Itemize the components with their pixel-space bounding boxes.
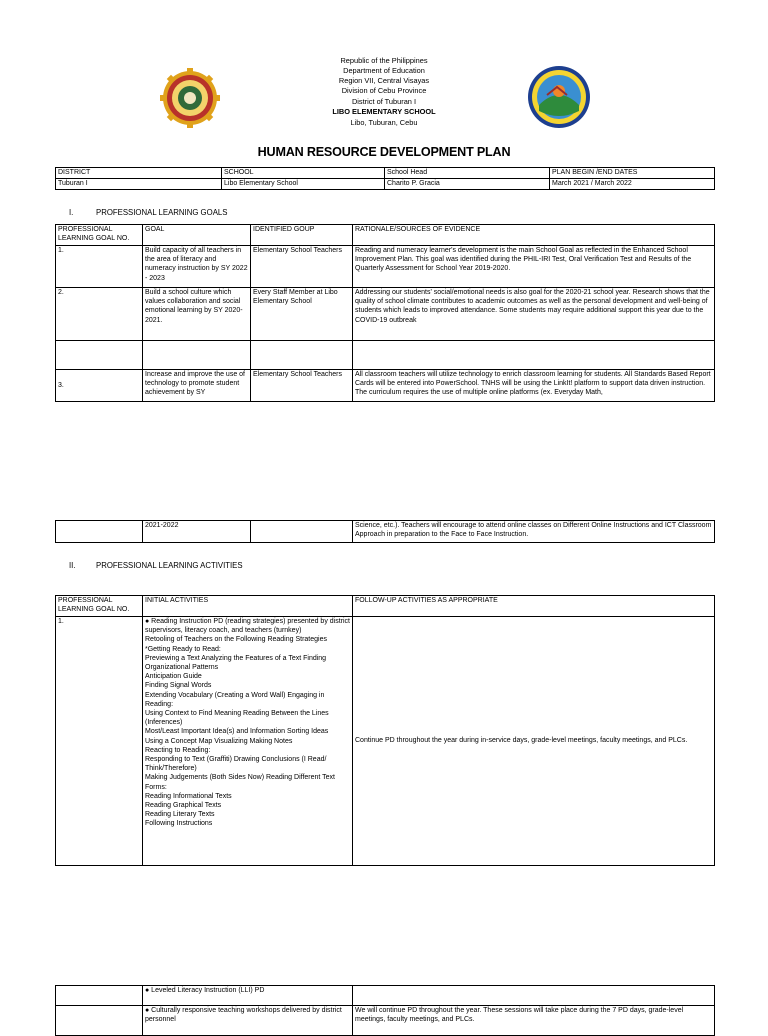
goal-text xyxy=(143,341,251,370)
header-line: Region VII, Central Visayas xyxy=(338,76,430,85)
section-number: II. xyxy=(69,561,76,570)
header-line: Department of Education xyxy=(343,66,425,75)
goal-no: 3. xyxy=(56,370,143,402)
activities-header-followup: FOLLOW-UP ACTIVITIES AS APPROPRIATE xyxy=(353,596,715,617)
info-table xyxy=(55,167,715,190)
table-row xyxy=(56,370,715,402)
goal-no xyxy=(56,341,143,370)
goal-rationale: Reading and numeracy learner's development is the main School Goal as reflected in the Enhanced School Improvement Plan. This goal was identified during the PHIL-IRI Test, Oral Verification Test and Results of the Quarterly Assessment for School Year 2019-2020. xyxy=(353,246,715,288)
goal-group xyxy=(251,341,353,370)
initial-activity-line: Most/Least Important Idea(s) and Information Sorting Ideas xyxy=(145,728,329,736)
goal-text: Build capacity of all teachers in the area of literacy and numeracy instruction by SY 2022 - 2023 xyxy=(143,246,251,288)
followup-activity: We will continue PD throughout the year. These sessions will take place during the 7 PD days, grade-level meetings, faculty meetings, and PLCs. xyxy=(353,1006,715,1036)
initial-activities-list xyxy=(143,617,353,866)
section-title: PROFESSIONAL LEARNING GOALS xyxy=(96,208,228,217)
info-value-district: Tuburan I xyxy=(56,179,222,190)
goals-table-continued xyxy=(55,520,715,543)
initial-activity-line: Using Context to Find Meaning Reading Between the Lines (Inferences) xyxy=(145,710,329,727)
initial-activity-line: Reading Informational Texts xyxy=(145,792,232,800)
initial-activity-line: Using a Concept Map Visualizing Making Notes xyxy=(145,737,293,745)
goal-group: Every Staff Member at Libo Elementary School xyxy=(251,288,353,341)
initial-activity-line: Finding Signal Words xyxy=(145,682,212,690)
division-seal-logo xyxy=(527,65,591,129)
goal-rationale-continued: Science, etc.). Teachers will encourage to attend online classes on Different Online Instructions and ICT Classroom Approach in preparation to the Face to Face Instruction. xyxy=(353,521,715,543)
initial-activity-line: Previewing a Text Analyzing the Features of a Text Finding Organizational Patterns xyxy=(145,654,327,672)
initial-activity-line: Reading Literary Texts xyxy=(145,811,215,819)
initial-activity-line: *Getting Ready to Read: xyxy=(145,645,221,653)
activities-header-initial: INITIAL ACTIVITIES xyxy=(143,596,353,617)
table-row xyxy=(56,521,715,543)
info-value-plan-dates: March 2021 / March 2022 xyxy=(550,179,715,190)
goal-text-continued: 2021-2022 xyxy=(143,521,251,543)
info-header-plan-dates: PLAN BEGIN /END DATES xyxy=(550,168,715,179)
activities-table xyxy=(55,595,715,866)
info-value-school: Libo Elementary School xyxy=(222,179,385,190)
header-line: LIBO ELEMENTARY SCHOOL xyxy=(332,107,436,116)
goal-no: 1. xyxy=(56,246,143,288)
table-row xyxy=(56,1006,715,1036)
goals-table xyxy=(55,224,715,402)
goals-header-group: IDENTIFIED GOUP xyxy=(251,225,353,246)
followup-activities: Continue PD throughout the year during in-service days, grade-level meetings, faculty meetings, and PLCs. xyxy=(353,617,715,866)
initial-activity-line: Reading Graphical Texts xyxy=(145,802,222,810)
goal-no: 2. xyxy=(56,288,143,341)
section-number: I. xyxy=(69,208,74,217)
initial-activity-line: Responding to Text (Graffiti) Drawing Conclusions (I Read/ Think/Therefore) xyxy=(145,756,327,773)
goals-header-rationale: RATIONALE/SOURCES OF EVIDENCE xyxy=(353,225,715,246)
initial-activity-line: Reacting to Reading: xyxy=(145,746,211,754)
activity-goal-no xyxy=(56,1006,143,1036)
header-line: Libo, Tuburan, Cebu xyxy=(350,118,418,127)
goal-group: Elementary School Teachers xyxy=(251,370,353,402)
table-row xyxy=(56,246,715,288)
table-row xyxy=(56,341,715,370)
info-header-school: SCHOOL xyxy=(222,168,385,179)
initial-activity: ● Culturally responsive teaching workshops delivered by district personnel xyxy=(143,1006,353,1036)
initial-activity-line: Making Judgements (Both Sides Now) Reading Different Text Forms: xyxy=(145,774,336,791)
goal-text: Increase and improve the use of technology to promote student achievement by SY xyxy=(143,370,251,402)
table-row xyxy=(56,288,715,341)
initial-activity: ● Leveled Literacy Instruction (LLI) PD xyxy=(143,986,353,1006)
goal-rationale xyxy=(353,341,715,370)
activity-goal-no: 1. xyxy=(56,617,143,866)
initial-activity-line: ● Reading Instruction PD (reading strategies) presented by district supervisors, literacy coach, and teachers (turnkey) xyxy=(145,618,350,635)
table-row xyxy=(56,617,715,866)
goal-no xyxy=(56,521,143,543)
initial-activity-line: Retooling of Teachers on the Following Reading Strategies xyxy=(145,636,327,644)
header-line: District of Tuburan I xyxy=(351,97,417,106)
goal-group xyxy=(251,521,353,543)
activity-goal-no xyxy=(56,986,143,1006)
table-row xyxy=(56,986,715,1006)
page-title: HUMAN RESOURCE DEVELOPMENT PLAN xyxy=(257,145,511,159)
goal-group: Elementary School Teachers xyxy=(251,246,353,288)
section-title: PROFESSIONAL LEARNING ACTIVITIES xyxy=(96,561,243,570)
info-value-school-head: Charito P. Gracia xyxy=(385,179,550,190)
info-header-district: DISTRICT xyxy=(56,168,222,179)
goal-rationale: All classroom teachers will utilize technology to enrich classroom learning for students. All Standards Based Report Cards will be entered into PowerSchool. TNHS will be using the LinkIt! platform to support data driven instruction. The curriculum requires the use of multiple online platforms (ex. Everyday Math, xyxy=(353,370,715,402)
school-seal-logo xyxy=(149,68,231,128)
followup-activity xyxy=(353,986,715,1006)
header-line: Division of Cebu Province xyxy=(341,86,427,95)
header-line: Republic of the Philippines xyxy=(340,56,428,65)
activities-table-continued xyxy=(55,985,715,1036)
goal-rationale: Addressing our students' social/emotional needs is also goal for the 2020-21 school year. Research shows that the quality of school climate contributes to academic outcomes as well as the personal development and well-being of students which leads to improved attendance. Some students may require additional support this year due to the COVID-19 outbreak xyxy=(353,288,715,341)
initial-activity-line: Extending Vocabulary (Creating a Word Wall) Engaging in Reading: xyxy=(145,691,325,708)
activities-header-no: PROFESSIONAL LEARNING GOAL NO. xyxy=(56,596,143,617)
initial-activity-line: Anticipation Guide xyxy=(145,673,202,681)
goals-header-goal: GOAL xyxy=(143,225,251,246)
goals-header-no: PROFESSIONAL LEARNING GOAL NO. xyxy=(56,225,143,246)
goal-text: Build a school culture which values collaboration and social emotional learning by SY 2020-2021. xyxy=(143,288,251,341)
info-header-school-head: School Head xyxy=(385,168,550,179)
initial-activity-line: Following Instructions xyxy=(145,820,213,828)
